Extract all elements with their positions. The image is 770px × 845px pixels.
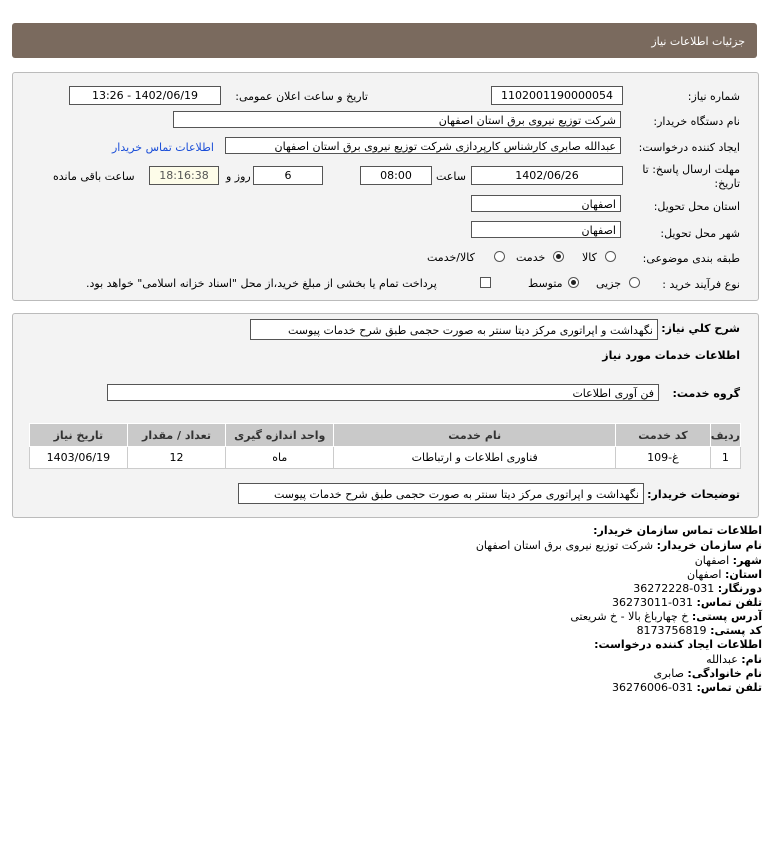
category-goods-service-label: کالا/خدمت (427, 251, 475, 264)
cell-quantity: 12 (127, 447, 225, 469)
contact-phone: تلفن تماس: 031-36273011 (612, 596, 762, 609)
creator-family: نام خانوادگی: صابری (653, 667, 762, 680)
category-service-label: خدمت (516, 251, 546, 264)
buyer-field: شرکت توزیع نیروی برق استان اصفهان (173, 111, 621, 128)
description-field: نگهداشت و اپراتوری مرکز دیتا سنتر به صورت حجمی طبق شرح خدمات پیوست (250, 319, 658, 340)
creator-phone: تلفن تماس: 031-36276006 (612, 681, 762, 694)
city-label: شهر محل تحویل: (660, 227, 740, 240)
buyer-notes-label: توضیحات خریدار: (647, 488, 740, 501)
buyer-notes-field: نگهداشت و اپراتوری مرکز دیتا سنتر به صورت حجمی طبق شرح خدمات پیوست (238, 483, 644, 504)
service-group-field: فن آوری اطلاعات (107, 384, 659, 401)
services-title: اطلاعات خدمات مورد نیاز (602, 349, 740, 362)
creator-info-title: اطلاعات ایجاد کننده درخواست: (594, 638, 762, 651)
cell-row-number: 1 (710, 447, 740, 469)
creator-field: عبدالله صابری کارشناس کارپردازی شرکت توزیع نیروی برق استان اصفهان (225, 137, 621, 154)
creator-name: نام: عبدالله (706, 653, 762, 666)
page-title: جزئیات اطلاعات نیاز (651, 35, 745, 48)
category-goods-label: کالا (582, 251, 597, 264)
process-minor-label: جزیی (596, 277, 622, 290)
process-label: نوع فرآیند خرید : (662, 278, 740, 291)
cell-unit: ماه (226, 447, 334, 469)
days-field: 6 (253, 166, 323, 185)
city-field: اصفهان (471, 221, 621, 238)
remaining-label: ساعت باقی مانده (53, 170, 135, 183)
deadline-date-field: 1402/06/26 (471, 166, 623, 185)
contact-city: شهر: اصفهان (694, 554, 762, 567)
cell-need-date: 1403/06/19 (30, 447, 128, 469)
announce-field: 1402/06/19 - 13:26 (69, 86, 221, 105)
days-label: روز و (226, 170, 251, 183)
contact-fax: دورنگار: 031-36272228 (633, 582, 762, 595)
col-service-code: کد خدمت (616, 424, 711, 447)
cell-service-code: غ-109 (616, 447, 711, 469)
contact-org: نام سازمان خریدار: شرکت توزیع نیروی برق استان اصفهان (475, 539, 762, 552)
service-group-label: گروه خدمت: (672, 387, 740, 400)
treasury-payment-note: پرداخت تمام یا بخشی از مبلغ خرید،از محل "اسناد خزانه اسلامی" خواهد بود. (86, 277, 437, 290)
contact-province: استان: اصفهان (687, 568, 762, 581)
buyer-contact-link[interactable]: اطلاعات تماس خریدار (112, 141, 214, 154)
province-label: استان محل تحویل: (653, 200, 740, 213)
description-label: شرح کلي نياز: (661, 322, 740, 335)
contact-postal-code: کد پستی: 8173756819 (636, 624, 762, 637)
time-label: ساعت (436, 170, 466, 183)
need-number-field: 1102001190000054 (491, 86, 623, 105)
cell-service-name: فناوری اطلاعات و ارتباطات (334, 447, 616, 469)
remaining-time-field: 18:16:38 (149, 166, 219, 185)
announce-label: تاریخ و ساعت اعلان عمومی: (235, 90, 368, 103)
contact-address: آدرس پستی: خ چهارباغ بالا - خ شریعتی (570, 610, 762, 623)
col-service-name: نام خدمت (334, 424, 616, 447)
col-row-number: ردیف (710, 424, 740, 447)
col-unit: واحد اندازه گیری (226, 424, 334, 447)
need-number-label: شماره نیاز: (687, 90, 740, 103)
col-quantity: تعداد / مقدار (127, 424, 225, 447)
contact-title: اطلاعات تماس سازمان خریدار: (593, 524, 762, 537)
deadline-time-field: 08:00 (360, 166, 432, 185)
col-need-date: تاریخ نیاز (30, 424, 128, 447)
category-label: طبقه بندی موضوعی: (642, 252, 740, 265)
process-medium-label: متوسط (528, 277, 563, 290)
deadline-label: مهلت ارسال پاسخ: تا تاریخ: (642, 163, 740, 190)
province-field: اصفهان (471, 195, 621, 212)
buyer-label: نام دستگاه خریدار: (653, 115, 740, 128)
creator-label: ایجاد کننده درخواست: (638, 141, 740, 154)
